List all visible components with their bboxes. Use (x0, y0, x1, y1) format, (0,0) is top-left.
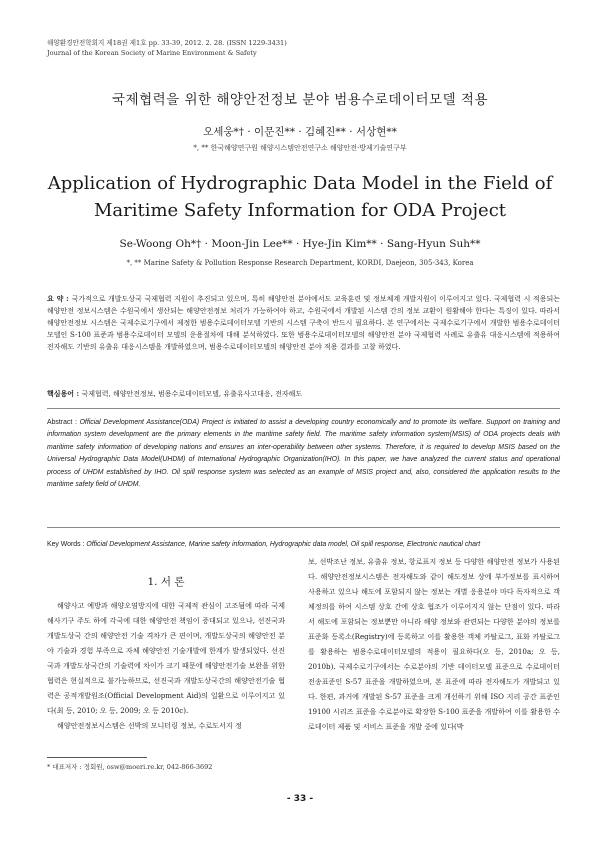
abstract-divider-top (47, 408, 560, 409)
journal-citation: 해양환경안전학회지 제18권 제1호 pp. 33-39, 2012. 2. 28. (ISSN 1229-3431) (47, 39, 287, 47)
english-affiliation: *, ** Marine Safety & Pollution Response Research Department, KORDI, Daejeon, 305-343, Korea (126, 259, 474, 267)
body-column-right (308, 554, 560, 734)
korean-affiliation: *, ** 한국해양연구원 해양시스템안전연구소 해양안전·방제기술연구부 (193, 144, 407, 152)
paragraph: 해양사고 예방과 해양오염방지에 대한 국제적 관심이 고조됨에 따라 국제해사기구 주도 하에 각국에 대한 해양안전 책임이 증대되고 있으나, 선진국과 개발도상국 간의 해양안전 기술 격차가 큰 편이며, 개발도상국의 해양안전 분야 기술과 경험 부족으로 자체 해양안전 기술개발에 한계가 발생되었다. 선진국과 개발도상국간의 기술력에 차이가 크기 때문에 해양안전기술 보완을 위한 협력은 현실적으로 불가능하므로, 선진국과 개발도상국간의 해양안전기술 협력은 공적개발원조(Official Development Aid)의 일환으로 이루어지고 있다(최 등, 2010; 오 등, 2009; 오 등 2010c). (47, 601, 285, 715)
korean-title: 국제협력을 위한 해양안전정보 분야 범용수로데이터모델 적용 (111, 92, 489, 108)
korean-keywords (47, 389, 560, 399)
paragraph: 해양안전정보시스템은 선박의 모니터링 정보, 수로도서지 정 (57, 721, 242, 730)
korean-abstract (47, 293, 560, 353)
section-heading-introduction: 1. 서 론 (147, 576, 185, 588)
english-abstract-label: Abstract : (47, 419, 80, 426)
english-title (0, 170, 600, 224)
korean-abstract-text: 국가적으로 개발도상국 국제협력 지원이 추진되고 있으며, 특히 해양안전 분야에서도 교육훈련 및 정보체계 개발지원이 이루어지고 있다. 국제협력 시 적용되는 해양안전 정보시스템은 수원국에서 생산되는 해양안전정보 처리가 가능하여야 하고, 수원국에서 개발된 시스템 간의 정보 교환이 원활해야 한다는 특징이 있다. 따라서 해양안전정보 시스템은 국제수로기구에서 제정한 범용수로데이터모델 기반의 시스템 구축이 반드시 필요하다. 본 연구에서는 국제수로기구에서 개발한 범용수로데이터 모델인 S-100 표준과 범용수로데이터 모델의 운용절차에 대해 분석하였다. 또한 범용수로데이터모델의 해양안전 분야 국제협력 사례로 유출유 대응시스템에 적용하여 전자해도 기반의 유출유 대응시스템을 개발하였으며, 범용수로데이터모델의 해양안전 분야 적용 결과를 고찰 하였다. (47, 295, 560, 351)
korean-keywords-text: 국제협력, 해양안전정보, 범용수로데이터모델, 유출유사고대응, 전자해도 (81, 390, 303, 398)
korean-keywords-label: 핵심용어 : (47, 389, 82, 398)
korean-abstract-label: 요 약 : (47, 294, 72, 303)
body-column-left (47, 598, 285, 733)
korean-authors: 오세웅*† · 이문진** · 김혜진** · 서상현** (203, 126, 397, 138)
english-title-line-2: Maritime Safety Information for ODA Project (93, 200, 507, 221)
footnote-divider (47, 757, 147, 758)
english-authors: Se-Woong Oh*† · Moon-Jin Lee** · Hye-Jin Kim** · Sang-Hyun Suh** (119, 238, 481, 250)
english-title-line-1: Application of Hydrographic Data Model in the Field of (47, 173, 553, 194)
english-keywords-text: Official Development Assistance, Marine safety information, Hydrographic data model, Oil spill response, Electronic nautical chart (86, 541, 481, 548)
abstract-divider-bottom (47, 527, 560, 528)
english-keywords (47, 541, 560, 548)
page-number: - 33 - (286, 794, 314, 804)
footnote: * 대표저자 : 정회원, osw@moeri.re.kr, 042-866-3692 (47, 763, 213, 771)
english-abstract-text: Official Development Assistance(ODA) Project is initiated to assist a developing country economically and to promote its welfare. Support on training and information system development are the primary elements in the maritime safety field. The maritime safety information system(MSIS) of ODA projects deals with maritime safety information of developing nations and ensures an inter-operability between other systems. Therefore, it is required to develop MSIS based on the Universal Hydrographic Data Model(UHDM) of International Hydrographic Organization(IHO). In this paper, we have analyzed the current status and operational process of UHDM established by IHO. Oil spill response system was selected as an example of MSIS project and, also, considered the application results to the maritime safety field of UHDM. (47, 419, 560, 489)
english-abstract (47, 417, 560, 491)
paragraph: 보, 선박조난 정보, 유출유 정보, 항로표지 정보 등 다양한 해양안전 정보가 사용된다. 해양안전정보시스템은 전자해도와 같이 해도정보 상에 부가정보를 표시하여 사용하고 있으나 해도에 포함되지 않는 정보는 개별 응용분야 마다 독자적으로 객체정의를 하여 시스템 상호 간에 상호 협조가 이루어지지 않는 단점이 있다. 따라서 해도에 포함되는 정보뿐만 아니라 해양 정보와 관련되는 다양한 분야의 정보를 표준화 등록소(Registry)에 등록하고 이를 활용한 객체 카탈로그, 표화 카탈로그를 활용하는 범용수로데이터모델의 적용이 필요하다(오 등, 2010a; 오 등, 2010b). 국제수로기구에서는 수로분야의 기반 데이터모델 표준으로 수로데이터 전송표준인 S-57 표준을 개발하였으며, 본 표준에 따라 전자해도가 개발되고 있다. 한편, 과거에 개발된 S-57 표준을 크게 개선하기 위해 ISO 지리 공간 표준인 19100 시리즈 표준을 수로분야로 확장한 S-100 표준을 개발하여 이를 활용한 수로데이터 제품 및 서비스 표준을 개발 중에 있다(박 (308, 557, 560, 731)
english-keywords-label: Key Words : (47, 541, 87, 548)
journal-name: Journal of the Korean Society of Marine Environment & Safety (47, 49, 257, 57)
